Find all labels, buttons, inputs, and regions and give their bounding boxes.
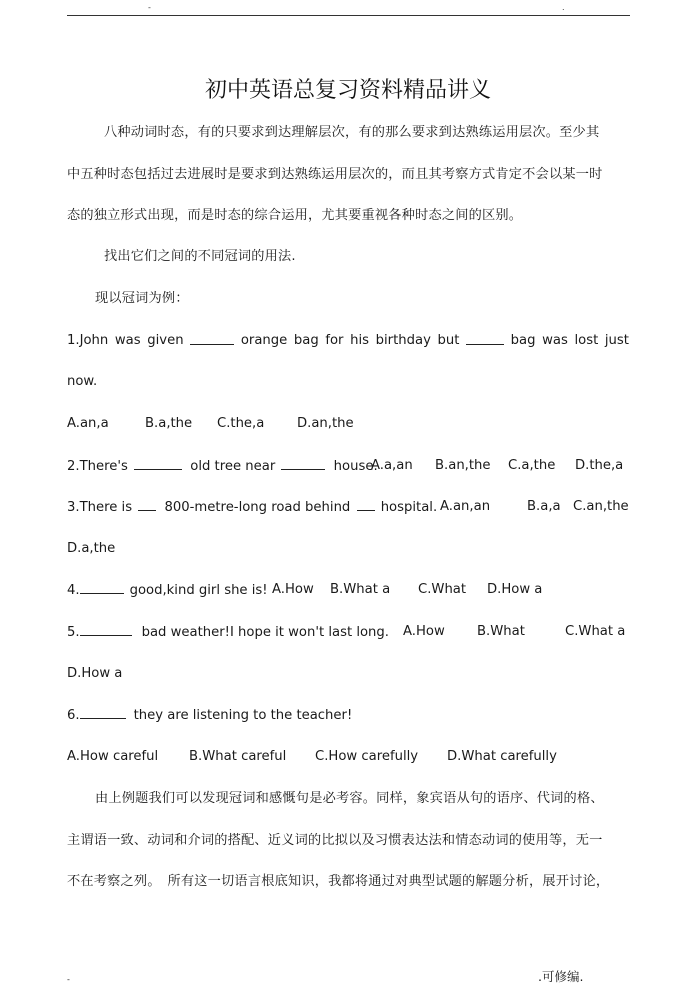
summary-line-1: 由上例题我们可以发现冠词和感慨句是必考容。同样，象宾语从句的语序、代词的格、 [95,791,604,806]
q4-option-c: C.What [418,582,467,597]
question-1 [67,332,629,350]
q1-word: for [325,333,344,348]
question-4 [67,581,268,600]
q1-continuation: now. [67,374,98,389]
header-left-mark: - [148,3,151,12]
q1-option-b: B.a,the [145,416,193,431]
answer-blank [357,498,375,511]
question-2 [67,457,378,476]
q2-text: 2.There's [67,459,128,474]
q5-continuation: D.How a [67,666,123,681]
q1-word: birthday [375,333,431,348]
q1-word: given [147,333,184,348]
footer-editable-note: .可修编. [538,969,584,984]
q3-text: 800-metre-long road behind [164,500,351,515]
q3-text: 3.There is [67,500,133,515]
q1-option-d: D.an,the [297,416,354,431]
q3-option-b: B.a,a [527,499,561,514]
q2-option-c: C.a,the [508,458,556,473]
q2-text: house. [333,459,378,474]
intro-line-3: 态的独立形式出现，而是时态的综合运用，尤其要重视各种时态之间的区别。 [67,208,523,223]
footer-left-mark: - [67,975,70,984]
answer-blank [80,623,132,636]
answer-blank [190,332,234,345]
example-intro: 现以冠词为例： [95,291,189,306]
q1-option-a: A.an,a [67,416,109,431]
intro-line-2: 中五种时态包括过去进展时是要求到达熟练运用层次的，而且其考察方式肯定不会以某一时 [67,167,603,182]
q4-text: 4. [67,583,80,598]
q4-option-d: D.How a [487,582,543,597]
summary-line-3: 不在考察之列。 所有这一切语言根底知识，我都将通过对典型试题的解题分析，展开讨论， [67,874,610,889]
q6-option-b: B.What careful [189,749,287,764]
q2-text: old tree near [190,459,276,474]
answer-blank [281,457,325,470]
q1-word: was [542,333,568,348]
answer-blank [138,498,156,511]
q1-word: lost [574,333,599,348]
q2-option-a: A.a,an [371,458,413,473]
q2-option-d: D.the,a [575,458,624,473]
q1-option-c: C.the,a [217,416,265,431]
find-text: 找出它们之间的不同冠词的用法. [104,249,296,264]
q1-word: his [350,333,369,348]
q3-option-a: A.an,an [440,499,491,514]
q1-word: orange [240,333,288,348]
q5-text: 5. [67,625,80,640]
q6-option-d: D.What carefully [447,749,557,764]
q5-text: bad weather!I hope it won't last long. [141,625,389,640]
q2-option-b: B.an,the [435,458,491,473]
q1-word: but [437,333,460,348]
q6-text: they are listening to the teacher! [133,708,353,723]
q6-text: 6. [67,708,80,723]
q6-option-a: A.How careful [67,749,159,764]
page-title: 初中英语总复习资料精品讲义 [204,78,491,103]
q1-word: just [604,333,629,348]
q3-option-c: C.an,the [573,499,629,514]
intro-line-1: 八种动词时态，有的只要求到达理解层次，有的那么要求到达熟练运用层次。至少其 [104,125,600,140]
question-5 [67,623,389,642]
q3-text: hospital. [380,500,438,515]
answer-blank [134,457,182,470]
header-right-mark: . [562,3,565,12]
q6-option-c: C.How carefully [315,749,419,764]
q3-continuation: D.a,the [67,541,116,556]
answer-blank [466,332,504,345]
question-6 [67,706,352,725]
q1-word: bag [293,333,319,348]
q5-option-c: C.What a [565,624,626,639]
answer-blank [80,581,124,594]
q1-word: was [114,333,141,348]
q4-option-a: A.How [272,582,314,597]
q4-option-b: B.What a [330,582,391,597]
header-rule [67,15,630,16]
q1-word: 1.John [67,333,109,348]
q4-text: good,kind girl she is! [129,583,268,598]
q5-option-a: A.How [403,624,445,639]
summary-line-2: 主谓语一致、动词和介词的搭配、近义词的比拟以及习惯表达法和情态动词的使用等，无一 [67,833,603,848]
question-3 [67,498,437,517]
q1-word: bag [510,333,536,348]
q5-option-b: B.What [477,624,525,639]
answer-blank [80,706,126,719]
